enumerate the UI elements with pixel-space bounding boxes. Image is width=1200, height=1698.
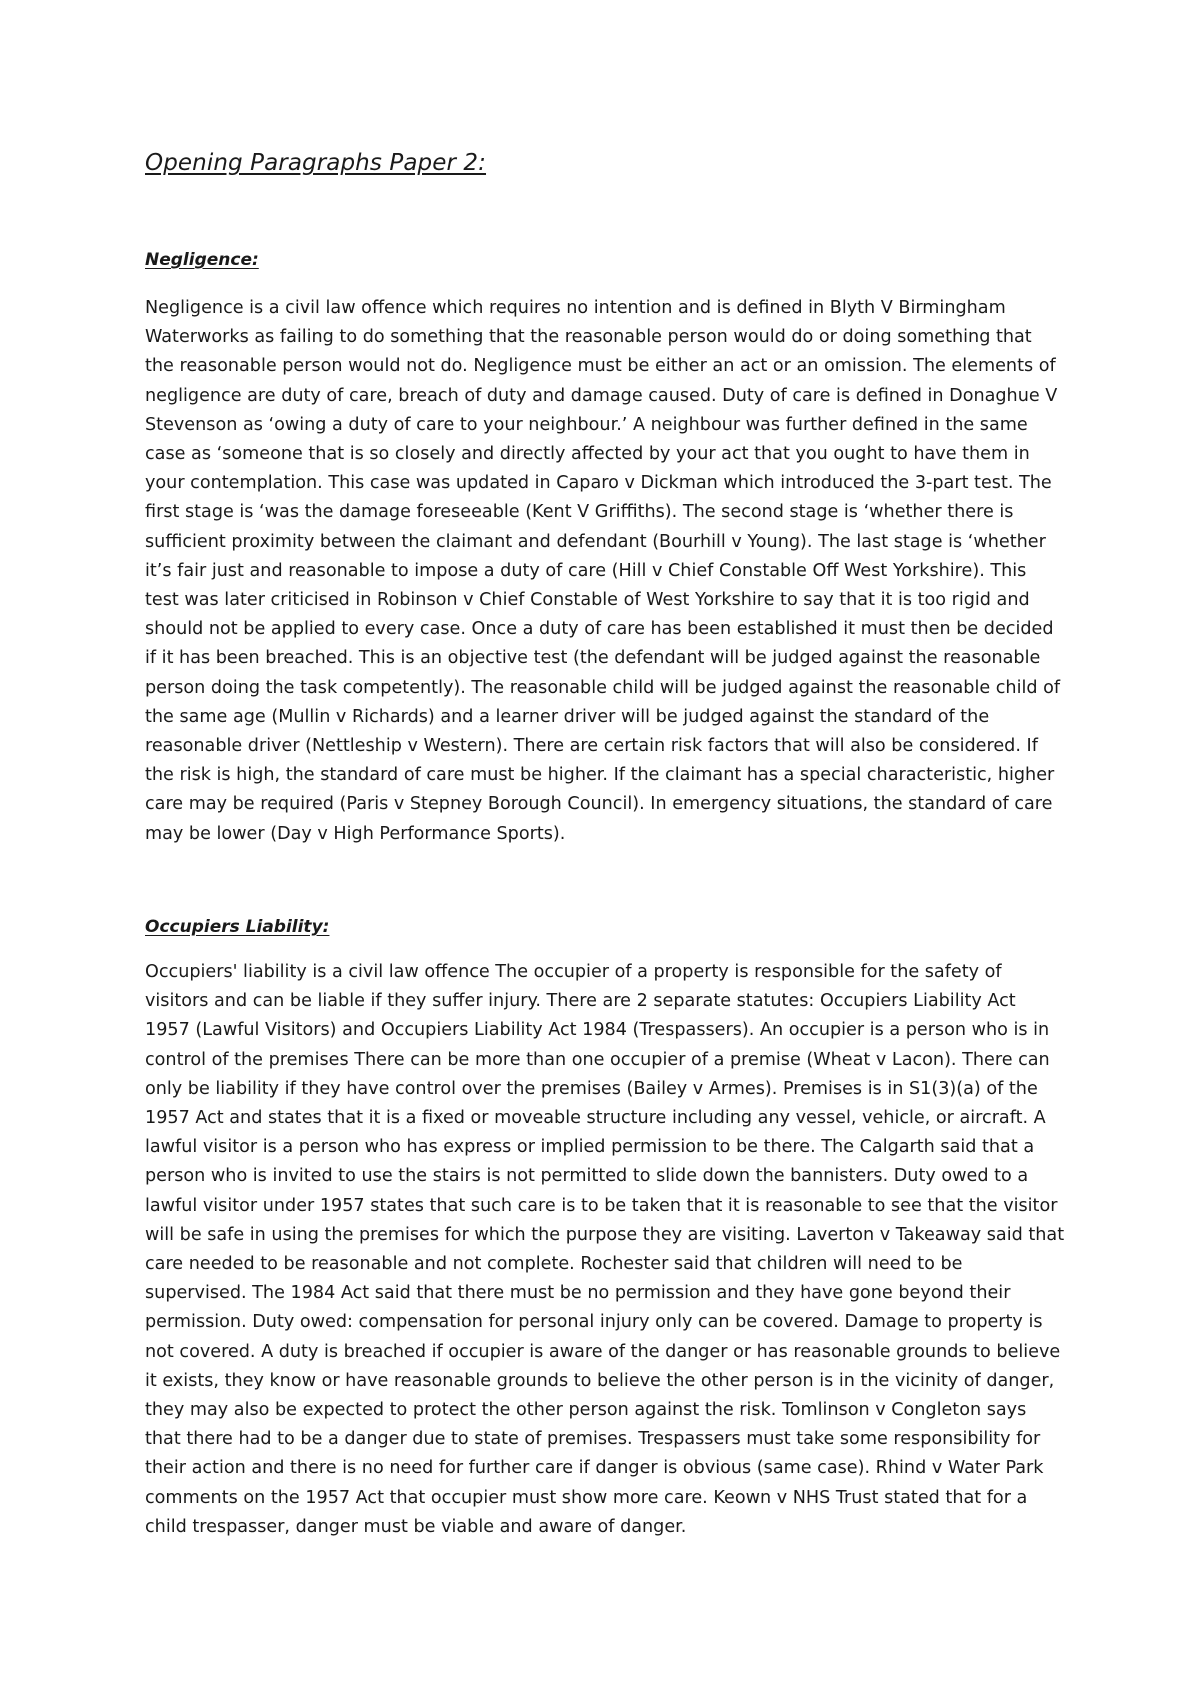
- section-heading-negligence: Negligence:: [145, 250, 259, 270]
- section-body-occupiers-liability: Occupiers' liability is a civil law offence The occupier of a property is responsible for the safety of visitors and can be liable if they suffer injury. There are 2 separate statutes: Occupiers Liability Act 1957 (Lawful Visitors) and Occupiers Liability Act 1984 (Trespassers). An occupier is a person who is in control of the premises There can be more than one occupier of a premise (Wheat v Lacon). There can only be liability if they have control over the premises (Bailey v Armes). Premises is in S1(3)(a) of the 1957 Act and states that it is a fixed or moveable structure including any vessel, vehicle, or aircraft. A lawful visitor is a person who has express or implied permission to be there. The Calgarth said that a person who is invited to use the stairs is not permitted to slide down the bannisters. Duty owed to a lawful visitor under 1957 states that such care is to be taken that it is reasonable to see that the visitor will be safe in using the premises for which the purpose they are visiting. Laverton v Takeaway said that care needed to be reasonable and not complete. Rochester said that children will need to be supervised. The 1984 Act said that there must be no permission and they have gone beyond their permission. Duty owed: compensation for personal injury only can be covered. Damage to property is not covered. A duty is breached if occupier is aware of the danger or has reasonable grounds to believe it exists, they know or have reasonable grounds to believe the other person is in the vicinity of danger, they may also be expected to protect the other person against the risk. Tomlinson v Congleton says that there had to be a danger due to state of premises. Trespassers must take some responsibility for their action and there is no need for further care if danger is obvious (same case). Rhind v Water Park comments on the 1957 Act that occupier must show more care. Keown v NHS Trust stated that for a child trespasser, danger must be viable and aware of danger.: [145, 962, 1065, 1537]
- section-body-negligence: Negligence is a civil law offence which requires no intention and is defined in Blyth V Birmingham Waterworks as failing to do something that the reasonable person would do or doing something that the reasonable person would not do. Negligence must be either an act or an omission. The elements of negligence are duty of care, breach of duty and damage caused. Duty of care is defined in Donaghue V Stevenson as ‘owing a duty of care to your neighbour.’ A neighbour was further defined in the same case as ‘someone that is so closely and directly affected by your act that you ought to have them in your contemplation. This case was updated in Caparo v Dickman which introduced the 3-part test. The first stage is ‘was the damage foreseeable (Kent V Griffiths). The second stage is ‘whether there is sufficient proximity between the claimant and defendant (Bourhill v Young). The last stage is ‘whether it’s fair just and reasonable to impose a duty of care (Hill v Chief Constable Off West Yorkshire). This test was later criticised in Robinson v Chief Constable of West Yorkshire to say that it is too rigid and should not be applied to every case. Once a duty of care has been established it must then be decided if it has been breached. This is an objective test (the defendant will be judged against the reasonable person doing the task competently). The reasonable child will be judged against the reasonable child of the same age (Mullin v Richards) and a learner driver will be judged against the standard of the reasonable driver (Nettleship v Western). There are certain risk factors that will also be considered. If the risk is high, the standard of care must be higher. If the claimant has a special characteristic, higher care may be required (Paris v Stepney Borough Council). In emergency situations, the standard of care may be lower (Day v High Performance Sports).: [145, 298, 1061, 844]
- section-heading-occupiers-liability: Occupiers Liability:: [145, 917, 330, 937]
- document-title: Opening Paragraphs Paper 2:: [145, 150, 487, 176]
